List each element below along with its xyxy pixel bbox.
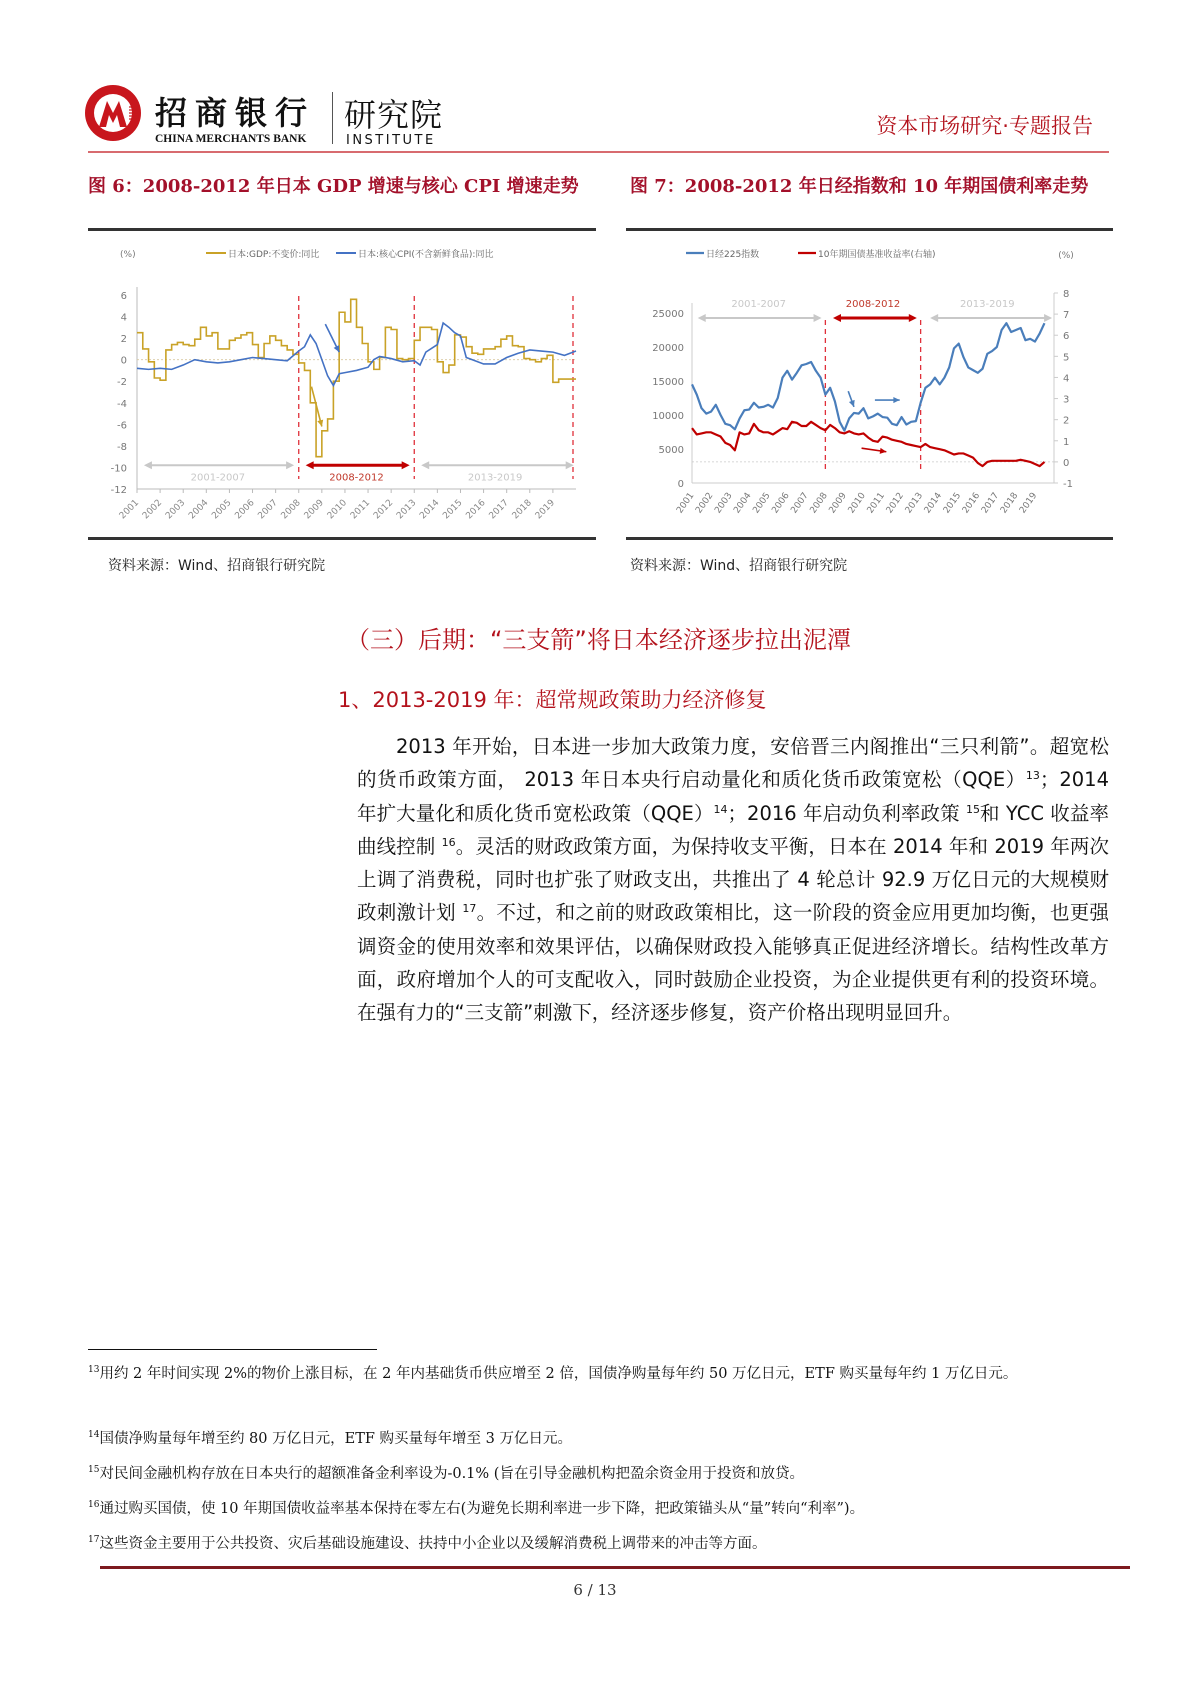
period-arrow-2001-2007-head-right bbox=[814, 314, 822, 322]
x-tick-label: 2006 bbox=[770, 490, 792, 516]
y-tick-label: -6 bbox=[117, 420, 127, 432]
period-arrow-2013-2019-head-left bbox=[930, 314, 938, 322]
x-tick-label: 2013 bbox=[395, 498, 419, 522]
body-text-segment: 。灵活的财政政策方面，为保持收支平衡，日本在 2014 年和 2019 年两次上调了消费税，同时也扩张了财政支出，共推出了 4 轮总计 92.9 万亿日元的大规模财政刺激计划 bbox=[357, 834, 1110, 925]
footnote-rule bbox=[88, 1349, 377, 1350]
header-rule bbox=[88, 151, 1109, 153]
period-label: 2013-2019 bbox=[467, 472, 523, 484]
period-arrow-2001-2007-head-left bbox=[144, 461, 152, 469]
footnote-ref[interactable]: 17 bbox=[462, 902, 477, 916]
footnote-text: 对民间金融机构存放在日本央行的超额准备金利率设为-0.1% (旨在引导金融机构把盈余资金用于投资和放贷。 bbox=[99, 1466, 804, 1482]
y-left-tick-label: 15000 bbox=[652, 377, 684, 388]
x-tick-label: 2019 bbox=[533, 498, 558, 522]
section-subheading: 1、2013-2019 年：超常规政策助力经济修复 bbox=[338, 688, 767, 712]
footnote-number: 14 bbox=[88, 1430, 100, 1440]
period-label: 2008-2012 bbox=[845, 299, 901, 310]
x-tick-label: 2005 bbox=[210, 498, 234, 522]
footnote-item bbox=[88, 1532, 1113, 1556]
footnote-text: 用约 2 年时间实现 2%的物价上涨目标，在 2 年内基础货币供应增至 2 倍，国债净购量每年约 50 万亿日元，ETF 购买量每年约 1 万亿日元。 bbox=[99, 1366, 1018, 1382]
x-tick-label: 2010 bbox=[846, 490, 868, 516]
x-tick-label: 2013 bbox=[903, 490, 926, 516]
period-arrow-2013-2019-head-left bbox=[421, 461, 429, 469]
institute-name-cn: 研究院 bbox=[344, 96, 444, 134]
x-tick-label: 2016 bbox=[464, 498, 488, 522]
y-tick-label: -4 bbox=[117, 398, 127, 410]
figure-7-bottom-rule bbox=[626, 537, 1113, 540]
period-arrow-2008-2012-head-right bbox=[402, 461, 410, 469]
footnote-ref[interactable]: 16 bbox=[441, 835, 456, 849]
period-label: 2001-2007 bbox=[190, 472, 246, 484]
y-left-tick-label: 20000 bbox=[652, 343, 684, 354]
y-tick-label: -10 bbox=[110, 463, 127, 475]
legend-label: 10年期国债基准收益率(右轴) bbox=[818, 250, 936, 260]
x-tick-label: 2017 bbox=[487, 498, 511, 522]
y-right-tick-label: 3 bbox=[1063, 394, 1070, 406]
x-tick-label: 2007 bbox=[789, 490, 811, 516]
x-tick-label: 2001 bbox=[117, 498, 142, 522]
x-tick-label: 2012 bbox=[884, 490, 907, 516]
x-tick-label: 2016 bbox=[960, 490, 983, 516]
period-arrow-2001-2007-head-right bbox=[286, 461, 294, 469]
x-tick-label: 2019 bbox=[1018, 490, 1040, 516]
x-tick-label: 2014 bbox=[922, 490, 945, 516]
x-tick-label: 2009 bbox=[827, 490, 849, 516]
footnote-ref[interactable]: 14 bbox=[713, 802, 728, 816]
x-tick-label: 2018 bbox=[510, 498, 534, 522]
footnote-number: 17 bbox=[88, 1535, 100, 1545]
body-text-segment: ；2014 年扩大量化和质化货币宽松政策（QQE） bbox=[357, 768, 1109, 825]
y-tick-label: 0 bbox=[120, 355, 127, 367]
y-right-tick-label: 1 bbox=[1063, 436, 1070, 448]
footnote-number: 16 bbox=[88, 1500, 100, 1510]
footer-rule bbox=[100, 1566, 1130, 1569]
y-tick-label: -8 bbox=[117, 441, 127, 453]
x-tick-label: 2015 bbox=[441, 498, 465, 522]
x-tick-label: 2008 bbox=[279, 498, 303, 522]
x-tick-label: 2012 bbox=[372, 498, 396, 522]
right-axis-unit: (%) bbox=[1058, 251, 1074, 261]
x-tick-label: 2005 bbox=[751, 490, 773, 516]
legend-label: 日本:GDP:不变价:同比 bbox=[228, 250, 320, 260]
section-heading: （三）后期：“三支箭”将日本经济逐步拉出泥潭 bbox=[346, 626, 851, 654]
y-tick-label: 6 bbox=[120, 291, 127, 302]
x-tick-label: 2015 bbox=[941, 490, 964, 516]
footnote-text: 这些资金主要用于公共投资、灾后基础设施建设、扶持中小企业以及缓解消费税上调带来的冲击等方面。 bbox=[99, 1536, 767, 1552]
y-tick-label: 2 bbox=[120, 334, 127, 346]
x-tick-label: 2006 bbox=[233, 498, 257, 522]
legend-label: 日经225指数 bbox=[706, 250, 760, 260]
report-type: 资本市场研究·专题报告 bbox=[876, 114, 1093, 138]
institute-name-en: INSTITUTE bbox=[346, 133, 436, 148]
body-text-segment: 和 YCC 收益率曲线控制 bbox=[357, 801, 1109, 858]
y-right-tick-label: 0 bbox=[1063, 457, 1070, 469]
y-left-tick-label: 0 bbox=[677, 479, 684, 490]
x-tick-label: 2003 bbox=[164, 498, 188, 522]
figure-6-source: 资料来源：Wind、招商银行研究院 bbox=[108, 558, 326, 574]
body-text-segment: 2013 年开始，日本进一步加大政策力度，安倍晋三内阁推出“三只利箭”。超宽松的货币政策方面， 2013 年日本央行启动量化和质化货币政策宽松（QQE） bbox=[357, 735, 1109, 792]
footnote-item bbox=[88, 1427, 1113, 1451]
x-tick-label: 2009 bbox=[302, 498, 326, 522]
period-label: 2001-2007 bbox=[731, 299, 786, 310]
y-axis-unit: (%) bbox=[120, 250, 136, 260]
x-tick-label: 2017 bbox=[979, 490, 1002, 516]
x-tick-label: 2011 bbox=[865, 490, 887, 516]
period-arrow-2008-2012-head-left bbox=[833, 314, 841, 322]
y-left-tick-label: 10000 bbox=[652, 411, 684, 422]
body-text-segment: ；2016 年启动负利率政策 bbox=[727, 801, 966, 825]
x-tick-label: 2004 bbox=[187, 498, 211, 522]
series-line-nikkei bbox=[692, 323, 1044, 430]
footnote-number: 13 bbox=[88, 1365, 100, 1375]
series-line-gdp bbox=[137, 299, 576, 456]
bank-name-en: CHINA MERCHANTS BANK bbox=[155, 133, 307, 145]
footnote-ref[interactable]: 13 bbox=[1025, 769, 1040, 783]
chart-nikkei-jgb bbox=[626, 240, 1113, 535]
x-tick-label: 2002 bbox=[140, 498, 165, 522]
x-tick-label: 2011 bbox=[348, 498, 373, 522]
bank-name-cn: 招商银行 bbox=[155, 94, 316, 132]
x-tick-label: 2018 bbox=[999, 490, 1021, 516]
y-left-tick-label: 5000 bbox=[658, 445, 684, 456]
figure-7-source: 资料来源：Wind、招商银行研究院 bbox=[630, 558, 848, 574]
y-right-tick-label: 5 bbox=[1063, 352, 1070, 364]
period-arrow-2008-2012-head-right bbox=[909, 314, 917, 322]
period-label: 2008-2012 bbox=[329, 472, 384, 484]
period-arrow-2001-2007-head-left bbox=[698, 314, 706, 322]
period-arrow-2008-2012-head-left bbox=[306, 461, 314, 469]
footnote-text: 国债净购量每年增至约 80 万亿日元，ETF 购买量每年增至 3 万亿日元。 bbox=[99, 1431, 572, 1447]
logo-mark-icon bbox=[85, 85, 141, 141]
y-right-tick-label: 7 bbox=[1063, 310, 1070, 322]
y-tick-label: 4 bbox=[120, 312, 127, 324]
x-tick-label: 2010 bbox=[325, 498, 350, 522]
x-tick-label: 2014 bbox=[418, 498, 442, 522]
page-number: 6 / 13 bbox=[573, 1581, 617, 1599]
x-tick-label: 2001 bbox=[675, 490, 697, 516]
x-tick-label: 2008 bbox=[808, 490, 830, 516]
period-arrow-2013-2019-head-right bbox=[1044, 314, 1052, 322]
series-line-core-cpi bbox=[137, 323, 576, 386]
y-right-tick-label: 2 bbox=[1063, 415, 1070, 427]
y-left-tick-label: 25000 bbox=[652, 309, 684, 320]
body-paragraph bbox=[357, 730, 1109, 1030]
annotation-arrow-nikkei-flat-head bbox=[893, 397, 899, 403]
y-tick-label: -2 bbox=[117, 377, 127, 389]
footnote-text: 通过购买国债，使 10 年期国债收益率基本保持在零左右(为避免长期利率进一步下降，把政策锚头从“量”转向“利率”)。 bbox=[99, 1501, 865, 1517]
figure-7-title: 图 7：2008-2012 年日经指数和 10 年期国债利率走势 bbox=[630, 176, 1089, 197]
x-tick-label: 2002 bbox=[694, 490, 716, 516]
figure-6-rule bbox=[88, 228, 596, 231]
figure-6-title: 图 6：2008-2012 年日本 GDP 增速与核心 CPI 增速走势 bbox=[88, 176, 579, 197]
x-tick-label: 2004 bbox=[732, 490, 754, 516]
x-tick-label: 2007 bbox=[256, 498, 280, 522]
footnote-item bbox=[88, 1362, 1113, 1386]
chart-gdp-cpi bbox=[88, 240, 596, 535]
body-text-segment: 。不过，和之前的财政政策相比，这一阶段的资金应用更加均衡，也更强调资金的使用效率和效果评估，以确保财政投入能够真正促进经济增长。结构性改革方面，政府增加个人的可支配收入，同时鼓励企业投资，为企业提供更有利的投资环境。在强有力的“三支箭”刺激下，经济逐步修复，资产价格出现明显回升。 bbox=[357, 901, 1109, 1025]
footnote-number: 15 bbox=[88, 1465, 100, 1475]
footnote-item bbox=[88, 1497, 1113, 1521]
period-label: 2013-2019 bbox=[960, 299, 1015, 310]
footnote-item bbox=[88, 1462, 1113, 1486]
y-right-tick-label: -1 bbox=[1063, 479, 1073, 490]
y-right-tick-label: 8 bbox=[1063, 289, 1070, 300]
y-right-tick-label: 6 bbox=[1063, 331, 1070, 343]
figure-7-rule bbox=[626, 228, 1113, 231]
x-tick-label: 2003 bbox=[713, 490, 735, 516]
y-right-tick-label: 4 bbox=[1063, 373, 1070, 385]
legend-label: 日本:核心CPI(不含新鲜食品):同比 bbox=[358, 250, 494, 260]
series-line-jgb-yield bbox=[692, 422, 1044, 466]
header-divider bbox=[332, 92, 333, 144]
figure-6-bottom-rule bbox=[88, 537, 596, 540]
y-tick-label: -12 bbox=[110, 485, 127, 496]
footnote-ref[interactable]: 15 bbox=[965, 802, 980, 816]
